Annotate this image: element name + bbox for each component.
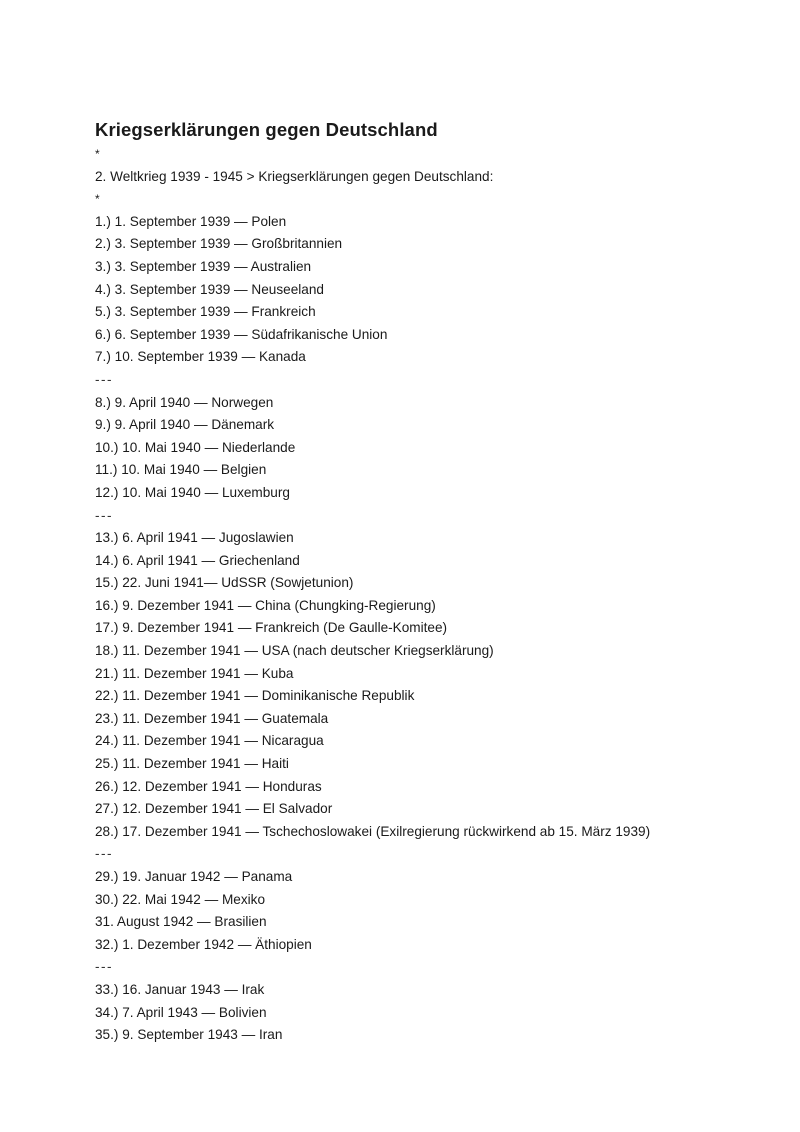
dash-separator: ---: [95, 846, 114, 862]
list-item: 1.) 1. September 1939 — Polen: [95, 213, 287, 229]
asterisk-separator: *: [95, 192, 100, 207]
document-title: Kriegserklärungen gegen Deutschland: [95, 119, 438, 140]
list-item: 10.) 10. Mai 1940 — Niederlande: [95, 439, 296, 455]
dash-separator: ---: [95, 959, 114, 975]
list-item: 28.) 17. Dezember 1941 — Tschechoslowakei (Exilregierung rückwirkend ab 15. März 1939): [95, 823, 651, 839]
list-item: 4.) 3. September 1939 — Neuseeland: [95, 281, 324, 297]
list-item: 23.) 11. Dezember 1941 — Guatemala: [95, 710, 329, 726]
list-item: 24.) 11. Dezember 1941 — Nicaragua: [95, 733, 324, 749]
list-item: 27.) 12. Dezember 1941 — El Salvador: [95, 801, 333, 817]
list-item: 6.) 6. September 1939 — Südafrikanische Union: [95, 326, 388, 342]
list-item: 22.) 11. Dezember 1941 — Dominikanische Republik: [95, 688, 415, 704]
list-item: 30.) 22. Mai 1942 — Mexiko: [95, 891, 266, 907]
list-item: 9.) 9. April 1940 — Dänemark: [95, 417, 275, 433]
list-item: 3.) 3. September 1939 — Australien: [95, 258, 312, 274]
list-item: 18.) 11. Dezember 1941 — USA (nach deutscher Kriegserklärung): [95, 643, 494, 659]
list-item: 11.) 10. Mai 1940 — Belgien: [95, 462, 267, 478]
list-item: 8.) 9. April 1940 — Norwegen: [95, 394, 274, 410]
list-item: 17.) 9. Dezember 1941 — Frankreich (De Gaulle-Komitee): [95, 620, 448, 636]
list-item: 12.) 10. Mai 1940 — Luxemburg: [95, 484, 290, 500]
dash-separator: ---: [95, 371, 114, 387]
asterisk-separator: *: [95, 147, 100, 161]
list-item: 5.) 3. September 1939 — Frankreich: [95, 304, 316, 320]
list-item: 14.) 6. April 1941 — Griechenland: [95, 552, 300, 568]
subtitle-breadcrumb: 2. Weltkrieg 1939 - 1945 > Kriegserklärungen gegen Deutschland:: [95, 168, 494, 184]
list-item: 15.) 22. Juni 1941— UdSSR (Sowjetunion): [95, 575, 354, 591]
list-item: 34.) 7. April 1943 — Bolivien: [95, 1004, 267, 1020]
dash-separator: ---: [95, 507, 114, 523]
list-item: 26.) 12. Dezember 1941 — Honduras: [95, 778, 322, 794]
list-item: 25.) 11. Dezember 1941 — Haiti: [95, 756, 289, 772]
list-item: 29.) 19. Januar 1942 — Panama: [95, 869, 293, 884]
list-item: 35.) 9. September 1943 — Iran: [95, 1027, 283, 1043]
list-item: 13.) 6. April 1941 — Jugoslawien: [95, 530, 294, 546]
list-item: 7.) 10. September 1939 — Kanada: [95, 349, 306, 365]
declaration-list: [95, 143, 785, 1047]
list-item: 31. August 1942 — Brasilien: [95, 914, 267, 930]
list-item: 2.) 3. September 1939 — Großbritannien: [95, 236, 343, 252]
list-item: 32.) 1. Dezember 1942 — Äthiopien: [95, 936, 312, 952]
document-page: [95, 118, 785, 1047]
list-item: 21.) 11. Dezember 1941 — Kuba: [95, 665, 294, 681]
list-item: 16.) 9. Dezember 1941 — China (Chungking-Regierung): [95, 597, 436, 613]
list-item: 33.) 16. Januar 1943 — Irak: [95, 981, 265, 997]
